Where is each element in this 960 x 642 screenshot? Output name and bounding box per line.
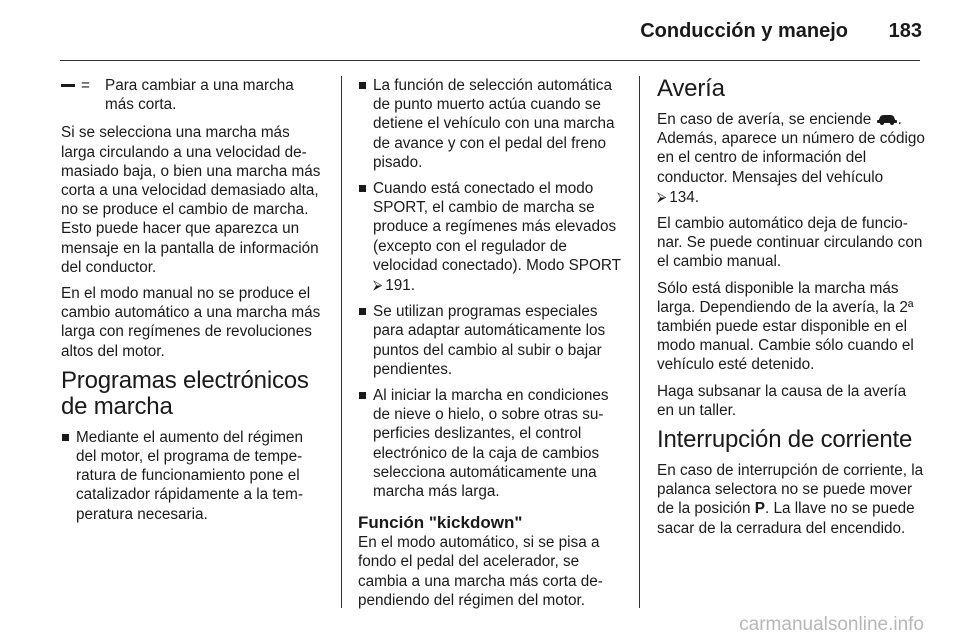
paragraph: Haga subsanar la causa de la avería en un taller.	[657, 382, 907, 419]
list-item-text: La función de selección automática de punto muerto actúa cuando se detiene el vehículo con una marcha de avance y con el pedal del freno pisado.	[373, 77, 615, 171]
list-item	[358, 302, 626, 379]
column-divider	[341, 76, 342, 608]
paragraph: El cambio automático deja de funcionar. Se puede continuar circulando con el cambio manual.	[657, 215, 923, 271]
page-header	[0, 0, 960, 60]
paragraph: En el modo manual no se produce el cambio automático a una marcha más larga con regímenes de revoluciones altos del motor.	[61, 285, 321, 360]
column-divider	[639, 76, 640, 608]
section-heading: Interrupción de corriente	[657, 426, 913, 454]
paragraph: En el modo automático, si se pisa a fondo el pedal del acelerador, se cambia a una marcha más corta dependiendo del régimen del motor.	[358, 534, 603, 609]
header-rule	[60, 60, 920, 61]
paragraph-text: En caso de interrupción de corriente, la palanca selectora no se puede mover de la posición	[657, 462, 924, 518]
bullet-list	[61, 428, 326, 524]
reference-arrow-icon: ⮚	[373, 277, 383, 293]
column-3	[657, 76, 925, 545]
legend-text: Para cambiar a una marcha más corta.	[105, 77, 294, 114]
list-item-text: Cuando está conectado el modo SPORT, el cambio de marcha se produce a regímenes más elevados (excepto con el regulador de velocidad conectado). Modo SPORT	[373, 180, 621, 274]
square-bullet-icon	[359, 185, 366, 192]
paragraph	[657, 461, 925, 538]
subsection-heading: Función "kickdown"	[358, 513, 523, 533]
paragraph: Si se selecciona una marcha más larga circulando a una velocidad demasiado baja, o bien una marcha más corta a una velocidad demasiado alta, no se produce el cambio de marcha. Esto puede hacer que aparezca un mensaje en la pantalla de información del conductor.	[61, 124, 321, 276]
section-heading: Programas electrónicos de marcha	[61, 366, 309, 420]
watermark: carmanualsonline.info	[739, 614, 924, 635]
section-heading: Avería	[657, 75, 725, 102]
list-item	[61, 428, 326, 524]
paragraph-text: En caso de avería, se enciende	[657, 111, 872, 128]
square-bullet-icon	[359, 392, 366, 399]
column-1	[61, 76, 326, 531]
list-item	[358, 386, 626, 501]
minus-icon	[61, 76, 76, 114]
gear-position-label: P	[754, 500, 765, 518]
column-2	[358, 76, 626, 617]
page-reference[interactable]: 191.	[385, 277, 416, 295]
list-item-text: Mediante el aumento del régimen del motor, el programa de temperatura de funcionamiento pone el catalizador rápidamente a la temperatura necesaria.	[76, 428, 304, 523]
list-item-text: Al iniciar la marcha en condiciones de nieve o hielo, o sobre otras superficies deslizantes, el control electrónico de la caja de cambios selecciona automáticamente una marcha más larga.	[373, 387, 609, 501]
paragraph	[657, 110, 925, 207]
legend-row	[61, 76, 326, 114]
page-reference[interactable]: 134.	[669, 188, 700, 206]
car-warning-icon	[876, 113, 898, 125]
legend-equals: =	[81, 77, 90, 94]
reference-arrow-icon: ⮚	[657, 188, 667, 204]
list-item	[358, 76, 626, 172]
header-title: Conducción y manejo	[640, 20, 848, 42]
paragraph-text: . Además, aparece un número de código en el centro de información del conductor. Mensajes del vehículo	[657, 111, 925, 186]
paragraph-text: . La llave no se puede sacar de la cerradura del encendido.	[657, 500, 915, 537]
list-item-text: Se utilizan programas especiales para adaptar automáticamente los puntos del cambio al subir o bajar pendientes.	[373, 303, 606, 378]
square-bullet-icon	[359, 308, 366, 315]
page-number: 183	[888, 20, 922, 42]
list-item	[358, 179, 626, 295]
bullet-list	[358, 76, 626, 501]
square-bullet-icon	[62, 434, 69, 441]
paragraph: Sólo está disponible la marcha más larga. Dependiendo de la avería, la 2ª también puede estar disponible en el modo manual. Cambie sólo cuando el vehículo esté detenido.	[657, 279, 914, 374]
square-bullet-icon	[359, 82, 366, 89]
